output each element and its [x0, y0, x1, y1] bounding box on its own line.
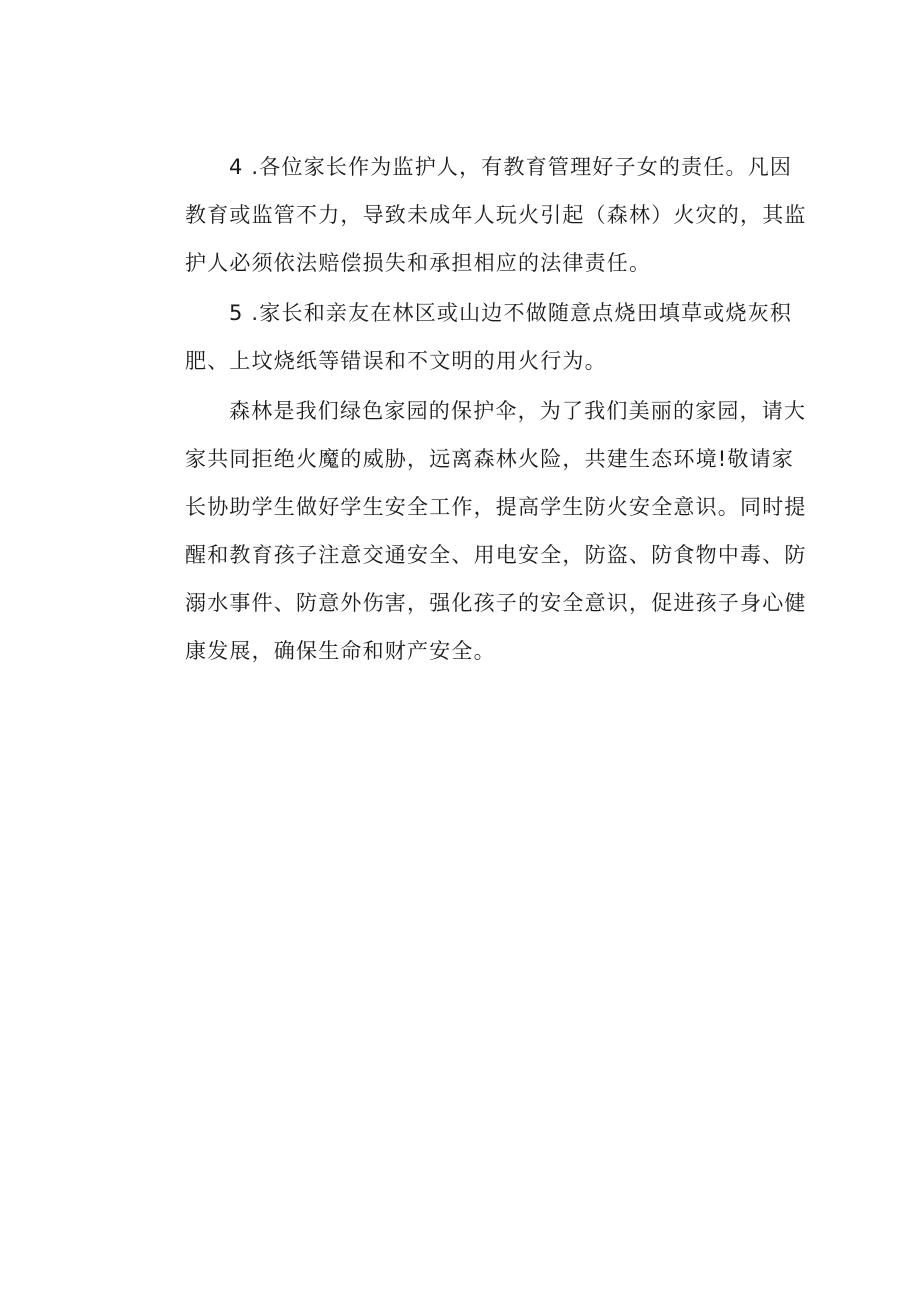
paragraph-item-5	[141, 289, 793, 385]
text-line: 护人必须依法赔偿损失和承担相应的法律责任。	[185, 251, 652, 275]
text-line: 长协助学生做好学生安全工作，提高学生防火安全意识。同时提	[185, 495, 807, 519]
text-line: 5 .家长和亲友在林区或山边不做随意点烧田填草或烧灰积	[229, 301, 793, 325]
text-line: 4 .各位家长作为监护人，有教育管理好子女的责任。凡因	[229, 155, 793, 179]
text-line: 康发展，确保生命和财产安全。	[185, 639, 496, 663]
text-line: 醒和教育孩子注意交通安全、用电安全，防盗、防食物中毒、防	[185, 543, 807, 567]
text-line: 森林是我们绿色家园的保护伞，为了我们美丽的家园，请大	[229, 399, 807, 423]
paragraph-item-4	[141, 143, 807, 287]
paragraph-closing	[141, 387, 807, 675]
text-line: 肥、上坟烧纸等错误和不文明的用火行为。	[185, 349, 607, 373]
text-line: 溺水事件、防意外伤害，强化孩子的安全意识，促进孩子身心健	[185, 591, 807, 615]
text-line: 家共同拒绝火魔的威胁，远离森林火险，共建生态环境!敬请家	[185, 447, 795, 471]
text-line: 教育或监管不力，导致未成年人玩火引起（森林）火灾的，其监	[185, 203, 807, 227]
document-body	[141, 143, 807, 677]
